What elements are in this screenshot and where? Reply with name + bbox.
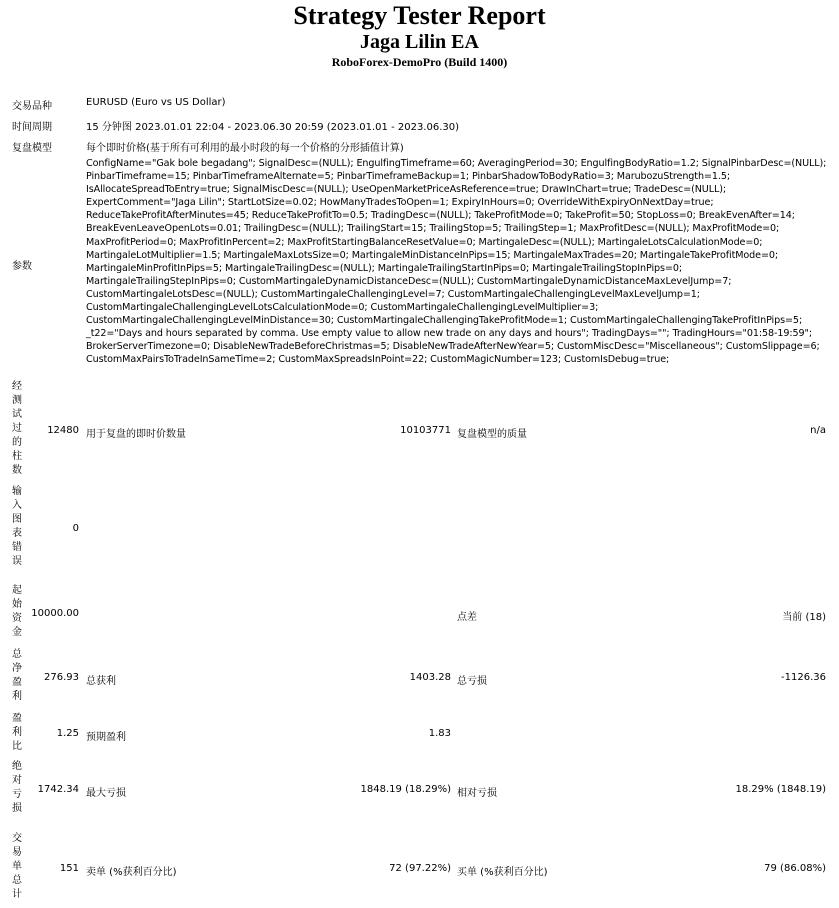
- params-value: ConfigName="Gak bole begadang"; SignalDesc=(NULL); EngulfingTimeframe=60; AveragingPeriod=30; EngulfingBodyRatio=1.2; SignalPinbarDesc=(NULL); PinbarTimeframe=15; PinbarTimeframeAlternate=5; PinbarTimeframeBackup=1; PinbarShadowToBodyRatio=3; MarubozuStrength=1.5; IsAllocateSpreadToEntry=true; SignalMiscDesc=(NULL); UseOpenMarketPriceAsReference=true; DrawInChart=true; TradeDesc=(NULL); ExpertComment="Jaga Lilin"; StartLotSize=0.02; HowManyTradesToOpen=1; ExpiryInHours=0; OverrideWithExpiryOnNextDay=true; ReduceTakeProfitAfterMinutes=45; ReduceTakeProfitTo=0.5; TradingDesc=(NULL); TakeProfitMode=0; TakeProfit=50; StopLoss=0; BreakEvenAfter=14; BreakEvenLeaveOpenLots=0.01; TrailingDesc=(NULL); TrailingStart=15; TrailingStop=5; TrailingStep=1; MaxProfitDesc=(NULL); MaxProfitMode=0; MaxProfitPeriod=0; MaxProfitInPercent=2; MaxProfitStartingBalanceResetValue=0; MartingaleDesc=(NULL); MartingaleLotsCalculationMode=0; MartingaleLotMultiplier=1.5; MartingaleMaxLotsSize=0; MartingaleMinDistanceInPips=15; MartingaleMaxTrades=20; MartingaleTakeProfitMode=0; MartingaleMinProfitInPips=5; MartingaleTrailingDesc=(NULL); MartingaleTrailingStartInPips=0; MartingaleTrailingStopInPips=0; MartingaleTrailingStepInPips=0; CustomMartingaleDynamicDistanceDesc=(NULL); CustomMartingaleDynamicDistanceMaxLevelJump=7; CustomMartingaleLotsDesc=(NULL); CustomMartingaleChallengingLevel=7; CustomMartingaleChallengingLevelMaxLevelJump=1; CustomMartingaleChallengingLevelLotsCalculationMode=0; CustomMartingaleChallengingLevelMultiplier=3; CustomMartingaleChallengingLevelMinDistance=30; CustomMartingaleChallengingTakeProfitMode=1; CustomMartingaleChallengingTakeProfitInPips=5; _t22="Days and hours separated by comma. Use empty value to allow new trade on any days and hours"; TradingDays=""; TradingHours="01:58-19:59"; BrokerServerTimezone=0; DisableNewTradeBeforeChristmas=5; DisableNewTradeAfterNewYear=5; CustomMiscDesc="Miscellaneous"; CustomSlippage=6; CustomMaxPairsToTradeInSameTime=2; CustomMaxSpreadsInPoint=22; CustomMagicNumber=123; CustomIsDebug=true;: [86, 158, 827, 366]
- short-trades-label: 卖单 (%获利百分比): [86, 867, 177, 878]
- bars-value: 12480: [47, 425, 79, 436]
- ea-name: Jaga Lilin EA: [360, 31, 479, 53]
- gross-profit-value: 1403.28: [409, 672, 451, 683]
- ticks-label: 用于复盘的即时价数量: [86, 429, 186, 440]
- broker-build: RoboForex-DemoPro (Build 1400): [331, 55, 508, 69]
- max-drawdown-value: 1848.19 (18.29%): [360, 784, 451, 795]
- deposit-label: 起始资金: [12, 585, 22, 638]
- gross-loss-label: 总亏损: [457, 676, 487, 687]
- gross-profit-label: 总获利: [86, 676, 116, 687]
- model-value: 每个即时价格(基于所有可利用的最小时段的每一个价格的分形插值计算): [86, 143, 404, 154]
- spread-label: 点差: [457, 612, 477, 623]
- bars-label: 经测试过的柱数: [12, 381, 22, 476]
- rel-drawdown-value: 18.29% (1848.19): [735, 784, 826, 795]
- symbol-label: 交易品种: [12, 101, 52, 112]
- profit-factor-value: 1.25: [56, 728, 79, 739]
- expected-payoff-value: 1.83: [428, 728, 451, 739]
- rel-drawdown-label: 相对亏损: [457, 788, 497, 799]
- spread-value: 当前 (18): [782, 612, 826, 623]
- total-trades-value: 151: [59, 863, 79, 874]
- model-label: 复盘模型: [12, 143, 52, 154]
- net-profit-value: 276.93: [44, 672, 79, 683]
- errors-value: 0: [72, 523, 79, 534]
- abs-drawdown-label: 绝对亏损: [12, 761, 22, 814]
- deposit-value: 10000.00: [31, 608, 79, 619]
- long-trades-label: 买单 (%获利百分比): [457, 867, 548, 878]
- params-label: 参数: [12, 261, 32, 272]
- ticks-value: 10103771: [400, 425, 451, 436]
- errors-label: 输入图表错误: [12, 486, 22, 567]
- report-title: Strategy Tester Report: [293, 1, 546, 30]
- quality-label: 复盘模型的质量: [457, 429, 527, 440]
- max-drawdown-label: 最大亏损: [86, 788, 126, 799]
- short-trades-value: 72 (97.22%): [389, 863, 451, 874]
- net-profit-label: 总净盈利: [12, 649, 22, 702]
- symbol-value: EURUSD (Euro vs US Dollar): [86, 97, 226, 108]
- quality-value: n/a: [810, 425, 826, 436]
- abs-drawdown-value: 1742.34: [37, 784, 79, 795]
- long-trades-value: 79 (86.08%): [764, 863, 826, 874]
- period-label: 时间周期: [12, 122, 52, 133]
- total-trades-label: 交易单总计: [12, 833, 22, 900]
- profit-factor-label: 盈利比: [12, 713, 22, 752]
- gross-loss-value: -1126.36: [781, 672, 826, 683]
- period-value: 15 分钟图 2023.01.01 22:04 - 2023.06.30 20:59 (2023.01.01 - 2023.06.30): [86, 122, 460, 133]
- expected-payoff-label: 预期盈利: [86, 732, 126, 743]
